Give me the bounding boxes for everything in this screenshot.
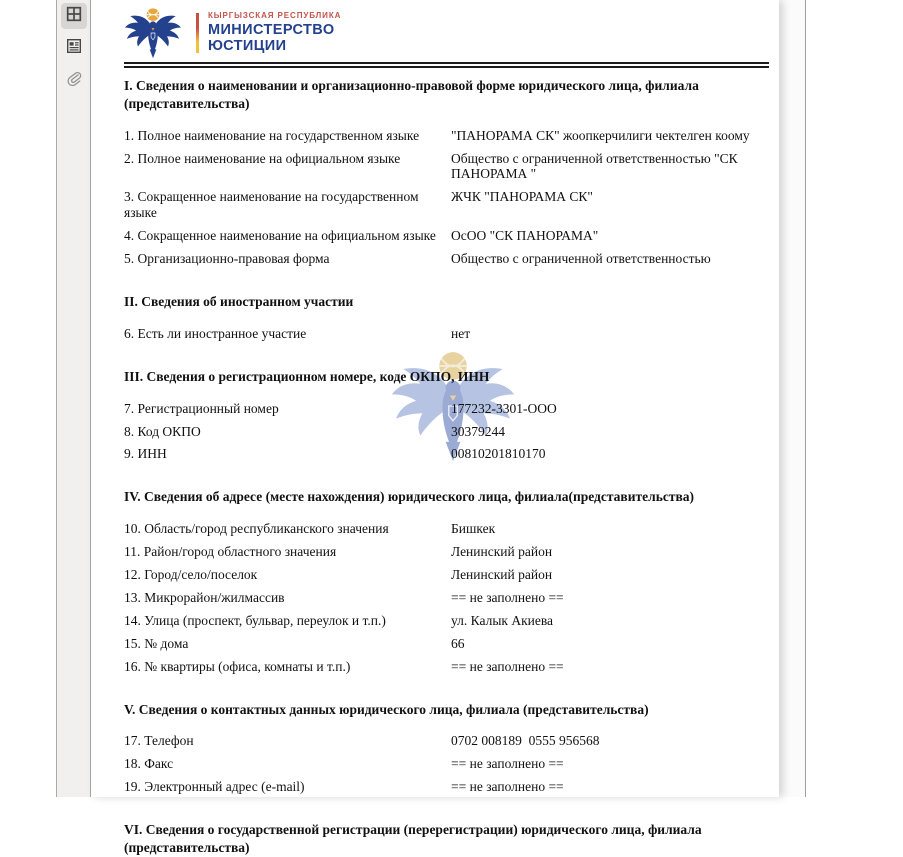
field-value: Общество с ограниченной ответственностью <box>451 251 711 267</box>
field-label: 4. Сокращенное наименование на официальном языке <box>124 228 436 244</box>
field-row <box>124 567 769 583</box>
field-label: 16. № квартиры (офиса, комнаты и т.п.) <box>124 658 351 674</box>
section-title: V. Сведения о контактных данных юридического лица, филиала (представительства) <box>124 701 649 717</box>
document-section <box>124 821 769 857</box>
field-value: Бишкек <box>451 521 496 537</box>
field-label: 19. Электронный адрес (e-mail) <box>124 779 305 795</box>
thumbnails-button[interactable] <box>61 3 87 29</box>
field-value: == не заполнено == <box>451 756 564 772</box>
section-title: II. Сведения об иностранном участии <box>124 294 354 310</box>
logo-ministry-line1: МИНИСТЕРСТВО <box>208 21 335 38</box>
field-value: нет <box>451 325 471 341</box>
document-outline-icon <box>66 38 82 59</box>
field-row <box>124 228 769 244</box>
field-value: 30379244 <box>451 423 505 439</box>
viewer-canvas <box>91 0 805 856</box>
field-row <box>124 733 769 749</box>
field-row <box>124 424 769 440</box>
document-page <box>91 0 779 856</box>
field-label: 7. Регистрационный номер <box>124 400 279 416</box>
field-value: == не заполнено == <box>451 779 564 795</box>
logo-ministry-line2: ЮСТИЦИИ <box>208 37 287 54</box>
document-section <box>124 701 769 796</box>
section-title: VI. Сведения о государственной регистрации (перерегистрации) юридического лица, филиала (представительства) <box>124 822 702 856</box>
field-row <box>124 590 769 606</box>
pdf-viewer <box>56 0 806 856</box>
field-value: ЖЧК "ПАНОРАМА СК" <box>451 189 593 205</box>
field-row <box>124 779 769 795</box>
ministry-eagle-logo-icon <box>124 6 182 60</box>
field-row <box>124 401 769 417</box>
section-title: III. Сведения о регистрационном номере, коде ОКПО, ИНН <box>124 368 490 384</box>
document-sections <box>124 77 769 857</box>
field-label: 17. Телефон <box>124 733 194 749</box>
field-label: 3. Сокращенное наименование на государственном языке <box>124 189 419 221</box>
field-label: 9. ИНН <box>124 446 167 462</box>
field-row <box>124 521 769 537</box>
field-row <box>124 636 769 652</box>
attachments-button[interactable] <box>61 67 87 93</box>
viewer-sidebar <box>57 0 91 797</box>
field-value: ОсОО "СК ПАНОРАМА" <box>451 228 599 244</box>
field-label: 18. Факс <box>124 756 174 772</box>
field-row <box>124 659 769 675</box>
document-section <box>124 77 769 267</box>
logo-separator <box>196 13 199 53</box>
field-row <box>124 128 769 144</box>
field-label: 8. Код ОКПО <box>124 423 201 439</box>
field-value: 00810201810170 <box>451 446 546 462</box>
logo-text <box>208 11 341 54</box>
field-value: Ленинский район <box>451 567 553 583</box>
ministry-header <box>124 5 769 60</box>
field-row <box>124 151 769 183</box>
field-label: 6. Есть ли иностранное участие <box>124 325 307 341</box>
document-section <box>124 293 769 342</box>
field-row <box>124 251 769 267</box>
field-label: 11. Район/город областного значения <box>124 544 337 560</box>
attachments-paperclip-icon <box>65 69 83 92</box>
field-row <box>124 189 769 221</box>
outline-button[interactable] <box>61 35 87 61</box>
field-value: "ПАНОРАМА СК" жоопкерчилиги чектелген коому <box>451 127 750 143</box>
field-row <box>124 326 769 342</box>
field-label: 12. Город/село/поселок <box>124 567 258 583</box>
field-row <box>124 544 769 560</box>
field-label: 1. Полное наименование на государственном языке <box>124 127 420 143</box>
field-value: == не заполнено == <box>451 658 564 674</box>
field-value: 0702 008189 0555 956568 <box>451 733 600 749</box>
field-label: 2. Полное наименование на официальном языке <box>124 150 401 166</box>
field-label: 15. № дома <box>124 635 189 651</box>
section-title: I. Сведения о наименовании и организационно-правовой форме юридического лица, филиала (представительства) <box>124 78 699 111</box>
field-label: 5. Организационно-правовая форма <box>124 251 330 267</box>
document-section <box>124 368 769 463</box>
field-row <box>124 613 769 629</box>
field-label: 10. Область/город республиканского значения <box>124 521 389 537</box>
thumbnails-grid-icon <box>66 6 82 27</box>
field-value: Ленинский район <box>451 544 553 560</box>
field-row <box>124 446 769 462</box>
logo-country: КЫРГЫЗСКАЯ РЕСПУБЛИКА <box>208 10 342 20</box>
section-title: IV. Сведения об адресе (месте нахождения) юридического лица, филиала(представительства) <box>124 489 694 505</box>
field-label: 13. Микрорайон/жилмассив <box>124 589 285 605</box>
field-value: ул. Калык Акиева <box>451 612 554 628</box>
field-value: == не заполнено == <box>451 589 564 605</box>
header-rule <box>124 62 769 68</box>
field-value: Общество с ограниченной ответственностью "СК ПАНОРАМА " <box>451 150 742 182</box>
field-label: 14. Улица (проспект, бульвар, переулок и т.п.) <box>124 612 386 628</box>
field-value: 177232-3301-ООО <box>451 400 557 416</box>
field-row <box>124 756 769 772</box>
field-value: 66 <box>451 635 465 651</box>
document-section <box>124 488 769 674</box>
